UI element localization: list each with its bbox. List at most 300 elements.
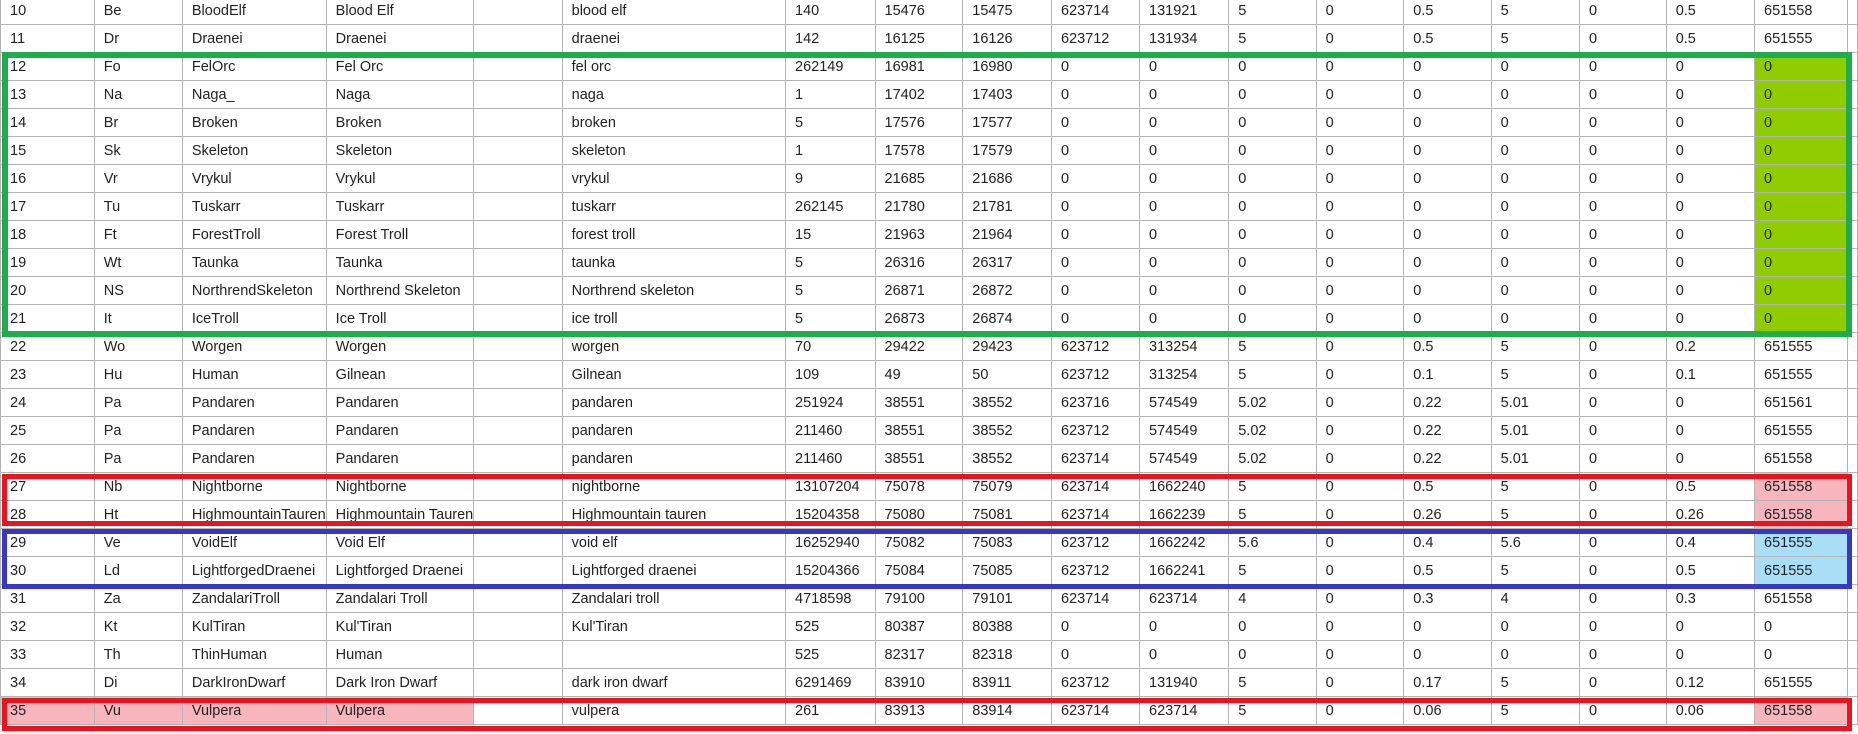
cell-client-prefix[interactable]: Vulpera <box>182 697 326 725</box>
cell-client-prefix[interactable]: VoidElf <box>182 529 326 557</box>
cell-last-id[interactable]: 651558 <box>1755 697 1848 725</box>
cell-flags[interactable]: 15204366 <box>786 557 876 585</box>
cell-male-display-id[interactable]: 49 <box>875 361 963 389</box>
cell-blank[interactable] <box>474 137 562 165</box>
cell-male-display-id[interactable]: 29422 <box>875 333 963 361</box>
cell-sound-a[interactable]: 623712 <box>1051 25 1139 53</box>
cell-offset-b[interactable]: 0 <box>1579 417 1666 445</box>
cell-ratio-b[interactable]: 0.1 <box>1666 361 1754 389</box>
cell-sound-a[interactable]: 623714 <box>1051 445 1139 473</box>
cell-blank[interactable] <box>474 445 562 473</box>
cell-offset-b[interactable]: 0 <box>1579 361 1666 389</box>
cell-sound-b[interactable]: 0 <box>1140 641 1229 669</box>
cell-flags[interactable]: 142 <box>786 25 876 53</box>
cell-sound-b[interactable]: 0 <box>1140 165 1229 193</box>
cell-race-name[interactable]: Void Elf <box>326 529 474 557</box>
table-row[interactable] <box>1 389 1858 417</box>
cell-offset-a[interactable]: 0 <box>1316 53 1404 81</box>
cell-flags[interactable]: 6291469 <box>786 669 876 697</box>
cell-scale-b[interactable]: 0 <box>1491 109 1579 137</box>
table-row[interactable] <box>1 557 1858 585</box>
table-row[interactable] <box>1 333 1858 361</box>
cell-sound-b[interactable]: 0 <box>1140 249 1229 277</box>
cell-blank[interactable] <box>474 389 562 417</box>
cell-sound-b[interactable]: 0 <box>1140 81 1229 109</box>
cell-ratio-a[interactable]: 0 <box>1404 193 1491 221</box>
cell-male-display-id[interactable]: 21685 <box>875 165 963 193</box>
cell-sound-a[interactable]: 623714 <box>1051 585 1139 613</box>
cell-scale-a[interactable]: 5 <box>1229 697 1316 725</box>
cell-sound-a[interactable]: 623714 <box>1051 473 1139 501</box>
cell-offset-a[interactable]: 0 <box>1316 557 1404 585</box>
cell-male-display-id[interactable]: 83910 <box>875 669 963 697</box>
cell-client-prefix[interactable]: ThinHuman <box>182 641 326 669</box>
cell-sound-b[interactable]: 0 <box>1140 53 1229 81</box>
cell-abbrev[interactable]: Br <box>94 109 182 137</box>
cell-race-name[interactable]: Draenei <box>326 25 474 53</box>
cell-race-name[interactable]: Dark Iron Dwarf <box>326 669 474 697</box>
cell-race-name[interactable]: Pandaren <box>326 417 474 445</box>
cell-ratio-a[interactable]: 0.5 <box>1404 473 1491 501</box>
cell-sound-b[interactable]: 574549 <box>1140 389 1229 417</box>
cell-id[interactable]: 23 <box>1 361 95 389</box>
cell-male-display-id[interactable]: 79100 <box>875 585 963 613</box>
cell-flags[interactable]: 4718598 <box>786 585 876 613</box>
cell-ratio-a[interactable]: 0.3 <box>1404 585 1491 613</box>
cell-offset-a[interactable]: 0 <box>1316 473 1404 501</box>
cell-race-name-lower[interactable]: pandaren <box>562 389 785 417</box>
cell-blank[interactable] <box>474 501 562 529</box>
cell-scale-b[interactable]: 0 <box>1491 613 1579 641</box>
cell-sound-b[interactable]: 131940 <box>1140 669 1229 697</box>
cell-female-display-id[interactable]: 17403 <box>963 81 1052 109</box>
cell-race-name-lower[interactable]: naga <box>562 81 785 109</box>
cell-race-name-lower[interactable]: void elf <box>562 529 785 557</box>
cell-last-id[interactable]: 651558 <box>1755 585 1848 613</box>
cell-abbrev[interactable]: Kt <box>94 613 182 641</box>
cell-last-id[interactable]: 0 <box>1755 221 1848 249</box>
cell-offset-b[interactable]: 0 <box>1579 669 1666 697</box>
cell-race-name[interactable]: Taunka <box>326 249 474 277</box>
cell-ratio-a[interactable]: 0 <box>1404 277 1491 305</box>
cell-flags[interactable]: 211460 <box>786 417 876 445</box>
cell-id[interactable]: 30 <box>1 557 95 585</box>
cell-ratio-b[interactable]: 0 <box>1666 249 1754 277</box>
cell-flags[interactable]: 70 <box>786 333 876 361</box>
cell-id[interactable]: 15 <box>1 137 95 165</box>
cell-race-name-lower[interactable]: broken <box>562 109 785 137</box>
cell-sound-b[interactable]: 1662239 <box>1140 501 1229 529</box>
cell-ratio-a[interactable]: 0.22 <box>1404 389 1491 417</box>
cell-abbrev[interactable]: Wt <box>94 249 182 277</box>
cell-sound-b[interactable]: 0 <box>1140 137 1229 165</box>
cell-last-id[interactable]: 0 <box>1755 613 1848 641</box>
cell-client-prefix[interactable]: DarkIronDwarf <box>182 669 326 697</box>
cell-flags[interactable]: 15204358 <box>786 501 876 529</box>
cell-id[interactable]: 12 <box>1 53 95 81</box>
cell-id[interactable]: 11 <box>1 25 95 53</box>
table-row[interactable] <box>1 109 1858 137</box>
cell-client-prefix[interactable]: Naga_ <box>182 81 326 109</box>
cell-blank[interactable] <box>474 361 562 389</box>
cell-female-display-id[interactable]: 16126 <box>963 25 1052 53</box>
cell-offset-b[interactable]: 0 <box>1579 501 1666 529</box>
cell-race-name-lower[interactable]: Highmountain tauren <box>562 501 785 529</box>
cell-ratio-a[interactable]: 0 <box>1404 249 1491 277</box>
cell-blank[interactable] <box>474 613 562 641</box>
cell-sound-a[interactable]: 623712 <box>1051 361 1139 389</box>
cell-last-id[interactable]: 0 <box>1755 53 1848 81</box>
cell-race-name-lower[interactable]: worgen <box>562 333 785 361</box>
cell-male-display-id[interactable]: 38551 <box>875 417 963 445</box>
cell-last-id[interactable]: 651555 <box>1755 361 1848 389</box>
cell-male-display-id[interactable]: 75082 <box>875 529 963 557</box>
cell-last-id[interactable]: 0 <box>1755 277 1848 305</box>
cell-blank[interactable] <box>474 277 562 305</box>
cell-last-id[interactable]: 0 <box>1755 641 1848 669</box>
cell-abbrev[interactable]: NS <box>94 277 182 305</box>
cell-client-prefix[interactable]: KulTiran <box>182 613 326 641</box>
cell-sound-b[interactable]: 131934 <box>1140 25 1229 53</box>
cell-offset-a[interactable]: 0 <box>1316 0 1404 25</box>
cell-client-prefix[interactable]: HighmountainTauren <box>182 501 326 529</box>
cell-scale-a[interactable]: 5.6 <box>1229 529 1316 557</box>
cell-flags[interactable]: 1 <box>786 137 876 165</box>
cell-scale-a[interactable]: 5 <box>1229 669 1316 697</box>
cell-flags[interactable]: 211460 <box>786 445 876 473</box>
cell-race-name-lower[interactable]: vulpera <box>562 697 785 725</box>
cell-blank[interactable] <box>474 109 562 137</box>
cell-client-prefix[interactable]: Vrykul <box>182 165 326 193</box>
cell-sound-b[interactable]: 0 <box>1140 613 1229 641</box>
cell-male-display-id[interactable]: 26873 <box>875 305 963 333</box>
cell-client-prefix[interactable]: ZandalariTroll <box>182 585 326 613</box>
cell-sound-b[interactable]: 623714 <box>1140 585 1229 613</box>
cell-last-id[interactable]: 0 <box>1755 165 1848 193</box>
cell-ratio-b[interactable]: 0.5 <box>1666 473 1754 501</box>
cell-male-display-id[interactable]: 26316 <box>875 249 963 277</box>
cell-scale-a[interactable]: 0 <box>1229 137 1316 165</box>
cell-sound-a[interactable]: 623716 <box>1051 389 1139 417</box>
cell-ratio-b[interactable]: 0 <box>1666 109 1754 137</box>
cell-client-prefix[interactable]: FelOrc <box>182 53 326 81</box>
cell-ratio-a[interactable]: 0.1 <box>1404 361 1491 389</box>
cell-male-display-id[interactable]: 83913 <box>875 697 963 725</box>
cell-blank[interactable] <box>474 305 562 333</box>
cell-scale-a[interactable]: 0 <box>1229 305 1316 333</box>
cell-offset-b[interactable]: 0 <box>1579 641 1666 669</box>
cell-scale-a[interactable]: 0 <box>1229 613 1316 641</box>
cell-ratio-b[interactable]: 0 <box>1666 389 1754 417</box>
cell-offset-a[interactable]: 0 <box>1316 417 1404 445</box>
cell-male-display-id[interactable]: 16125 <box>875 25 963 53</box>
cell-race-name[interactable]: Worgen <box>326 333 474 361</box>
cell-blank[interactable] <box>474 81 562 109</box>
table-row[interactable] <box>1 697 1858 725</box>
cell-scale-a[interactable]: 0 <box>1229 109 1316 137</box>
cell-last-id[interactable]: 651558 <box>1755 445 1848 473</box>
cell-flags[interactable]: 525 <box>786 613 876 641</box>
cell-offset-a[interactable]: 0 <box>1316 641 1404 669</box>
cell-client-prefix[interactable]: Nightborne <box>182 473 326 501</box>
cell-ratio-b[interactable]: 0.26 <box>1666 501 1754 529</box>
cell-female-display-id[interactable]: 21781 <box>963 193 1052 221</box>
cell-race-name[interactable]: Vrykul <box>326 165 474 193</box>
cell-last-id[interactable]: 651561 <box>1755 389 1848 417</box>
cell-sound-a[interactable]: 0 <box>1051 81 1139 109</box>
cell-id[interactable]: 34 <box>1 669 95 697</box>
cell-ratio-b[interactable]: 0.5 <box>1666 0 1754 25</box>
cell-sound-a[interactable]: 623714 <box>1051 697 1139 725</box>
cell-ratio-a[interactable]: 0 <box>1404 305 1491 333</box>
cell-scale-b[interactable]: 0 <box>1491 277 1579 305</box>
cell-abbrev[interactable]: Pa <box>94 445 182 473</box>
cell-scale-b[interactable]: 5 <box>1491 25 1579 53</box>
cell-ratio-a[interactable]: 0.22 <box>1404 445 1491 473</box>
cell-id[interactable]: 10 <box>1 0 95 25</box>
cell-last-id[interactable]: 0 <box>1755 305 1848 333</box>
cell-id[interactable]: 16 <box>1 165 95 193</box>
cell-offset-a[interactable]: 0 <box>1316 445 1404 473</box>
cell-race-name-lower[interactable]: Kul'Tiran <box>562 613 785 641</box>
cell-id[interactable]: 18 <box>1 221 95 249</box>
table-row[interactable] <box>1 137 1858 165</box>
cell-flags[interactable]: 1 <box>786 81 876 109</box>
cell-blank[interactable] <box>474 333 562 361</box>
cell-last-id[interactable]: 651555 <box>1755 333 1848 361</box>
cell-blank[interactable] <box>474 25 562 53</box>
cell-offset-a[interactable]: 0 <box>1316 333 1404 361</box>
cell-female-display-id[interactable]: 75083 <box>963 529 1052 557</box>
cell-female-display-id[interactable]: 80388 <box>963 613 1052 641</box>
cell-male-display-id[interactable]: 17576 <box>875 109 963 137</box>
cell-offset-a[interactable]: 0 <box>1316 193 1404 221</box>
cell-last-id[interactable]: 651555 <box>1755 529 1848 557</box>
cell-client-prefix[interactable]: Human <box>182 361 326 389</box>
cell-abbrev[interactable]: Fo <box>94 53 182 81</box>
cell-male-display-id[interactable]: 38551 <box>875 445 963 473</box>
cell-id[interactable]: 28 <box>1 501 95 529</box>
cell-ratio-b[interactable]: 0.2 <box>1666 333 1754 361</box>
cell-ratio-b[interactable]: 0 <box>1666 221 1754 249</box>
cell-abbrev[interactable]: Ve <box>94 529 182 557</box>
cell-offset-b[interactable]: 0 <box>1579 473 1666 501</box>
cell-scale-b[interactable]: 5.6 <box>1491 529 1579 557</box>
cell-id[interactable]: 22 <box>1 333 95 361</box>
cell-sound-a[interactable]: 623712 <box>1051 333 1139 361</box>
cell-sound-a[interactable]: 0 <box>1051 613 1139 641</box>
cell-race-name-lower[interactable]: tuskarr <box>562 193 785 221</box>
cell-sound-b[interactable]: 1662240 <box>1140 473 1229 501</box>
cell-male-display-id[interactable]: 80387 <box>875 613 963 641</box>
cell-flags[interactable]: 9 <box>786 165 876 193</box>
cell-offset-b[interactable]: 0 <box>1579 165 1666 193</box>
cell-id[interactable]: 29 <box>1 529 95 557</box>
cell-race-name[interactable]: Blood Elf <box>326 0 474 25</box>
table-row[interactable] <box>1 641 1858 669</box>
cell-scale-a[interactable]: 0 <box>1229 193 1316 221</box>
cell-blank[interactable] <box>474 249 562 277</box>
cell-race-name[interactable]: Human <box>326 641 474 669</box>
cell-client-prefix[interactable]: Tuskarr <box>182 193 326 221</box>
cell-scale-a[interactable]: 0 <box>1229 221 1316 249</box>
cell-race-name-lower[interactable]: Northrend skeleton <box>562 277 785 305</box>
cell-sound-b[interactable]: 1662241 <box>1140 557 1229 585</box>
cell-female-display-id[interactable]: 38552 <box>963 417 1052 445</box>
cell-flags[interactable]: 262149 <box>786 53 876 81</box>
cell-ratio-a[interactable]: 0 <box>1404 81 1491 109</box>
cell-female-display-id[interactable]: 75081 <box>963 501 1052 529</box>
cell-blank[interactable] <box>474 221 562 249</box>
cell-male-display-id[interactable]: 75084 <box>875 557 963 585</box>
cell-sound-a[interactable]: 0 <box>1051 641 1139 669</box>
cell-offset-b[interactable]: 0 <box>1579 389 1666 417</box>
cell-flags[interactable]: 16252940 <box>786 529 876 557</box>
cell-race-name[interactable]: Naga <box>326 81 474 109</box>
cell-male-display-id[interactable]: 16981 <box>875 53 963 81</box>
cell-id[interactable]: 20 <box>1 277 95 305</box>
cell-female-display-id[interactable]: 15475 <box>963 0 1052 25</box>
cell-id[interactable]: 17 <box>1 193 95 221</box>
cell-sound-b[interactable]: 313254 <box>1140 333 1229 361</box>
cell-scale-b[interactable]: 5 <box>1491 669 1579 697</box>
cell-scale-a[interactable]: 5 <box>1229 501 1316 529</box>
cell-race-name[interactable]: Zandalari Troll <box>326 585 474 613</box>
cell-offset-b[interactable]: 0 <box>1579 193 1666 221</box>
cell-race-name[interactable]: Pandaren <box>326 389 474 417</box>
cell-ratio-a[interactable]: 0 <box>1404 137 1491 165</box>
cell-blank[interactable] <box>474 669 562 697</box>
cell-female-display-id[interactable]: 83911 <box>963 669 1052 697</box>
cell-female-display-id[interactable]: 29423 <box>963 333 1052 361</box>
cell-abbrev[interactable]: It <box>94 305 182 333</box>
cell-sound-b[interactable]: 0 <box>1140 109 1229 137</box>
cell-ratio-b[interactable]: 0.5 <box>1666 557 1754 585</box>
cell-scale-a[interactable]: 0 <box>1229 277 1316 305</box>
cell-ratio-b[interactable]: 0.5 <box>1666 25 1754 53</box>
cell-sound-a[interactable]: 623714 <box>1051 0 1139 25</box>
cell-ratio-a[interactable]: 0 <box>1404 165 1491 193</box>
cell-race-name-lower[interactable]: pandaren <box>562 445 785 473</box>
cell-scale-b[interactable]: 0 <box>1491 193 1579 221</box>
cell-offset-b[interactable]: 0 <box>1579 137 1666 165</box>
cell-offset-b[interactable]: 0 <box>1579 305 1666 333</box>
cell-blank[interactable] <box>474 585 562 613</box>
cell-ratio-a[interactable]: 0.5 <box>1404 333 1491 361</box>
cell-id[interactable]: 13 <box>1 81 95 109</box>
cell-race-name[interactable]: Tuskarr <box>326 193 474 221</box>
cell-scale-a[interactable]: 5 <box>1229 361 1316 389</box>
cell-race-name-lower[interactable]: nightborne <box>562 473 785 501</box>
cell-scale-b[interactable]: 0 <box>1491 53 1579 81</box>
cell-abbrev[interactable]: Pa <box>94 417 182 445</box>
cell-race-name-lower[interactable]: ice troll <box>562 305 785 333</box>
cell-male-display-id[interactable]: 21963 <box>875 221 963 249</box>
cell-scale-b[interactable]: 5 <box>1491 501 1579 529</box>
table-row[interactable] <box>1 585 1858 613</box>
cell-client-prefix[interactable]: BloodElf <box>182 0 326 25</box>
cell-ratio-a[interactable]: 0.17 <box>1404 669 1491 697</box>
cell-blank[interactable] <box>474 53 562 81</box>
cell-client-prefix[interactable]: Draenei <box>182 25 326 53</box>
cell-client-prefix[interactable]: Broken <box>182 109 326 137</box>
cell-sound-b[interactable]: 574549 <box>1140 445 1229 473</box>
cell-scale-a[interactable]: 0 <box>1229 53 1316 81</box>
cell-blank[interactable] <box>474 473 562 501</box>
cell-race-name-lower[interactable]: taunka <box>562 249 785 277</box>
cell-abbrev[interactable]: Be <box>94 0 182 25</box>
cell-flags[interactable]: 15 <box>786 221 876 249</box>
cell-id[interactable]: 21 <box>1 305 95 333</box>
cell-offset-a[interactable]: 0 <box>1316 697 1404 725</box>
cell-race-name[interactable]: Skeleton <box>326 137 474 165</box>
cell-client-prefix[interactable]: ForestTroll <box>182 221 326 249</box>
cell-ratio-b[interactable]: 0 <box>1666 53 1754 81</box>
cell-sound-a[interactable]: 623712 <box>1051 529 1139 557</box>
cell-id[interactable]: 26 <box>1 445 95 473</box>
table-row[interactable] <box>1 165 1858 193</box>
cell-offset-a[interactable]: 0 <box>1316 137 1404 165</box>
table-row[interactable] <box>1 305 1858 333</box>
cell-last-id[interactable]: 651555 <box>1755 25 1848 53</box>
cell-ratio-a[interactable]: 0 <box>1404 641 1491 669</box>
cell-sound-a[interactable]: 623712 <box>1051 417 1139 445</box>
cell-abbrev[interactable]: Ld <box>94 557 182 585</box>
cell-offset-a[interactable]: 0 <box>1316 221 1404 249</box>
cell-abbrev[interactable]: Dr <box>94 25 182 53</box>
cell-scale-b[interactable]: 5 <box>1491 473 1579 501</box>
cell-last-id[interactable]: 0 <box>1755 81 1848 109</box>
cell-offset-a[interactable]: 0 <box>1316 389 1404 417</box>
cell-race-name-lower[interactable]: blood elf <box>562 0 785 25</box>
cell-abbrev[interactable]: Ft <box>94 221 182 249</box>
cell-scale-a[interactable]: 5 <box>1229 0 1316 25</box>
cell-race-name[interactable]: Broken <box>326 109 474 137</box>
cell-offset-b[interactable]: 0 <box>1579 613 1666 641</box>
cell-scale-b[interactable]: 5 <box>1491 361 1579 389</box>
cell-male-display-id[interactable]: 15476 <box>875 0 963 25</box>
cell-male-display-id[interactable]: 17402 <box>875 81 963 109</box>
cell-blank[interactable] <box>474 193 562 221</box>
cell-scale-b[interactable]: 0 <box>1491 165 1579 193</box>
cell-sound-b[interactable]: 0 <box>1140 221 1229 249</box>
cell-race-name[interactable]: Vulpera <box>326 697 474 725</box>
cell-ratio-a[interactable]: 0.06 <box>1404 697 1491 725</box>
cell-scale-b[interactable]: 0 <box>1491 81 1579 109</box>
cell-offset-b[interactable]: 0 <box>1579 529 1666 557</box>
cell-sound-a[interactable]: 0 <box>1051 137 1139 165</box>
cell-race-name[interactable]: Pandaren <box>326 445 474 473</box>
cell-sound-b[interactable]: 131921 <box>1140 0 1229 25</box>
cell-ratio-a[interactable]: 0 <box>1404 53 1491 81</box>
cell-ratio-b[interactable]: 0.4 <box>1666 529 1754 557</box>
cell-offset-b[interactable]: 0 <box>1579 221 1666 249</box>
cell-scale-a[interactable]: 5.02 <box>1229 445 1316 473</box>
cell-offset-a[interactable]: 0 <box>1316 529 1404 557</box>
cell-flags[interactable]: 140 <box>786 0 876 25</box>
cell-ratio-b[interactable]: 0 <box>1666 81 1754 109</box>
cell-offset-a[interactable]: 0 <box>1316 305 1404 333</box>
cell-last-id[interactable]: 651555 <box>1755 417 1848 445</box>
cell-race-name-lower[interactable]: draenei <box>562 25 785 53</box>
cell-sound-a[interactable]: 0 <box>1051 53 1139 81</box>
cell-male-display-id[interactable]: 26871 <box>875 277 963 305</box>
table-row[interactable] <box>1 25 1858 53</box>
cell-offset-a[interactable]: 0 <box>1316 361 1404 389</box>
cell-abbrev[interactable]: Th <box>94 641 182 669</box>
cell-sound-b[interactable]: 1662242 <box>1140 529 1229 557</box>
cell-ratio-b[interactable]: 0 <box>1666 165 1754 193</box>
